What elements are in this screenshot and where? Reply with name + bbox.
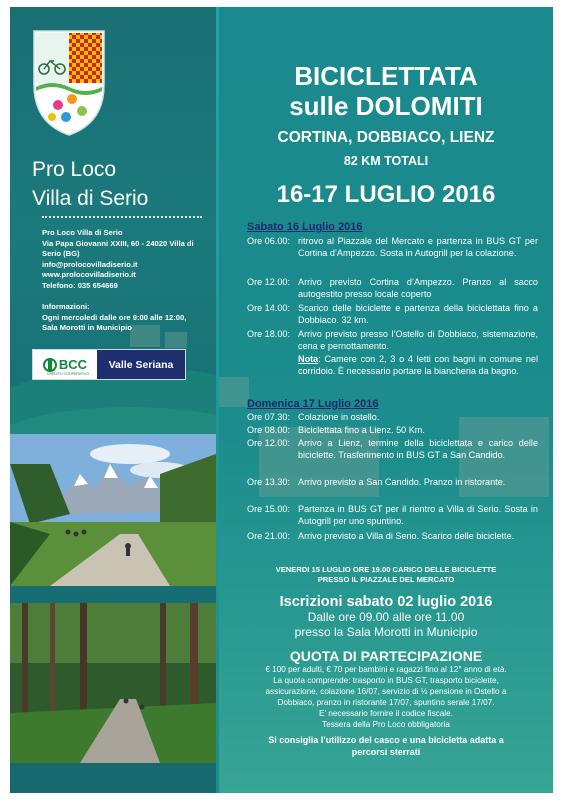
note-label: Nota [298,354,319,364]
schedule-desc: Arrivo previsto a Villa di Serio. Scarico delle biciclette. [298,531,515,541]
schedule-desc: Partenza in BUS GT per il rientro a Villa di Serio. Sosta in Autogrill per uno spuntino. [298,504,538,526]
loading-note-line: VENERDI 15 LUGLIO ORE 19.00 CARICO DELLE BICICLETTE [275,565,497,574]
schedule-desc: Arrivo previsto Cortina d’Ampezzo. Pranzo al sacco autogestito presso locale coperto [298,277,538,299]
info-line: Ogni mercoledì dalle ore 9:00 alle 12:00, [42,312,187,322]
bcc-subtext: CREDITO COOPERATIVO [47,372,90,376]
schedule-time: Ore 07.30: [247,412,290,422]
schedule-row [247,438,539,476]
registration-hours: Dalle ore 09.00 alle ore 11.00 [307,610,465,624]
schedule-desc: Arrivo previsto a San Candido. Pranzo in ristorante. [298,477,506,487]
loading-note-line: PRESSO IL PIAZZALE DEL MERCATO [317,575,455,584]
bcc-logo [33,350,97,379]
note-row [247,354,539,392]
sponsor-name: Valle Seriana [97,350,185,379]
schedule-desc: Arrivo previsto presso l’Ostello di Dobbiaco, sistemazione, cena e pernottamento. [298,329,538,351]
contact-line: Pro Loco Villa di Serio [42,228,123,237]
schedule-time: Ore 15.00: [247,504,290,514]
sponsor-logo [32,349,186,380]
quota-line: assicurazione, colazione 16/07, servizio di ½ pensione in Ostello a [265,686,507,696]
dotted-divider [42,216,202,218]
forest-path-photo [10,603,216,763]
schedule-time: Ore 14.00: [247,303,290,313]
info-line: Sala Morotti in Municipio [42,323,132,333]
day1-title: Sabato 16 Luglio 2016 [247,221,363,233]
bcc-text: BCC [58,357,88,372]
schedule-row [247,531,539,557]
note-text [298,354,538,378]
loading-note [219,565,553,585]
event-title-line1: BICICLETTATA [294,61,478,91]
event-km: 82 KM TOTALI [343,154,429,168]
schedule-row [247,477,539,503]
schedule-desc: Biciclettata fino a Lienz. 50 Km. [298,425,425,435]
quota-line: La quota comprende: trasporto in BUS GT, trasporto biciclette, [273,675,499,685]
schedule-row [247,329,539,355]
schedule-desc: Arrivo a Lienz, termine della biciclettata e carico delle biciclette. Trasferimento in BUS GT a San Candido. [298,438,538,460]
schedule-time: Ore 18.00: [247,329,290,339]
event-dates: 16-17 LUGLIO 2016 [276,181,496,208]
contact-email: info@prolocovilladiserio.it [42,259,138,269]
schedule-desc: Scarico delle biciclette e partenza della biciclettata fino a Dobbiaco. 32 km. [298,303,538,325]
schedule-row [247,236,539,276]
schedule-time: Ore 08.00: [247,425,290,435]
schedule-desc: ritrovo al Piazzale del Mercato e partenza in BUS GT per Cortina d’Ampezzo. Sosta in Autogrill per la colazione. [298,236,538,258]
quota-details [219,665,553,730]
contact-block [42,228,216,292]
info-block [42,302,216,334]
schedule-row [247,504,539,530]
schedule-time: Ore 06.00: [247,236,290,246]
schedule-row [247,303,539,329]
house-silhouette [165,332,187,348]
event-title-line2: sulle DOLOMITI [289,91,483,121]
contact-line: Serio (BG) [42,249,80,259]
main-panel [219,7,553,793]
registration-place: presso la Sala Morotti in Municipio [294,625,478,639]
org-name-line2: Villa di Serio [32,187,149,210]
schedule-row [247,277,539,303]
bcc-mark-icon [43,358,57,372]
quota-line: € 100 per adulti, € 70 per bambini e ragazzi fino al 12° anno di età. [265,665,507,674]
quota-title: QUOTA DI PARTECIPAZIONE [289,648,483,664]
advice-line: Si consiglia l’utilizzo del casco e una bicicletta adatta a [268,735,504,745]
schedule-time: Ore 13.30: [247,477,290,487]
schedule-time: Ore 21.00: [247,531,290,541]
mountain-road-photo [10,434,216,586]
house-silhouette [219,377,249,407]
crest-icon [32,27,106,137]
schedule-row [247,412,539,424]
schedule-time: Ore 12.00: [247,438,290,448]
contact-line: Via Papa Giovanni XXIII, 60 - 24020 Villa di [42,238,194,248]
schedule-time: Ore 12.00: [247,277,290,287]
quota-line: E’ necessario fornire il codice fiscale. [319,708,453,718]
contact-website: www.prolocovilladiserio.it [42,270,136,280]
schedule-row [247,425,539,437]
advice-line: percorsi sterrati [351,747,421,757]
day2-title: Domenica 17 Luglio 2016 [247,398,379,410]
advice [219,734,553,758]
org-name-line1: Pro Loco [32,158,117,181]
info-line: Informazioni: [42,302,90,311]
contact-phone: Telefono: 035 654669 [42,280,118,290]
event-places: CORTINA, DOBBIACO, LIENZ [277,129,495,146]
org-name [32,155,148,213]
quota-line: Dobbiaco, pranzo in ristorante 17/07, spuntino serale 17/07. [277,697,495,707]
note-body: : Camere con 2, 3 o 4 letti con bagni in comune nel corridoio. È necessario portare la biancheria da bagno. [298,354,538,376]
schedule-desc: Colazione in ostello. [298,412,380,422]
quota-line: Tessera della Pro Loco obbligatoria [322,719,450,729]
registration-title: Iscrizioni sabato 02 luglio 2016 [279,594,493,610]
